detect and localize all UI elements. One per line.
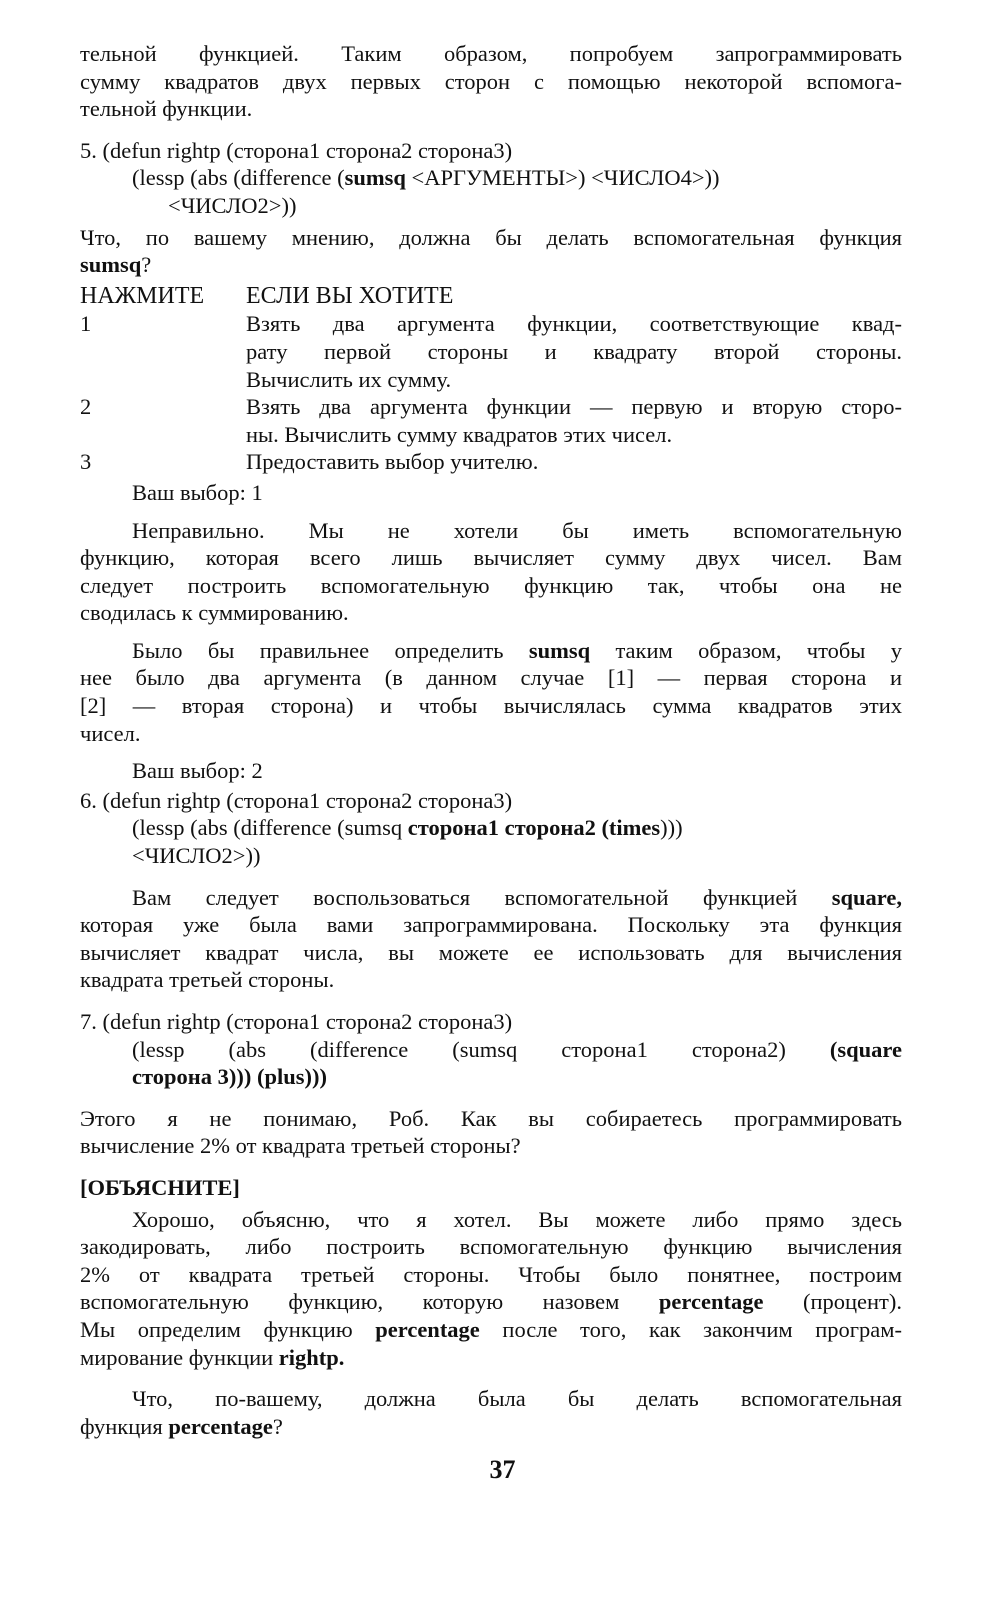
text-line: Этого я не понимаю, Роб. Как вы собираетесь программировать <box>80 1105 902 1131</box>
text-line: тельной функцией. Таким образом, попробуем запрограммировать <box>80 41 902 66</box>
text-line: которая уже была вами запрограммирована. Поскольку эта функция <box>80 912 902 938</box>
option-text: рату первой стороны и квадрату второй стороны. <box>246 338 902 364</box>
option-text: ны. Вычислить сумму квадратов этих чисел. <box>246 421 673 447</box>
text-line: Было бы правильнее определить sumsq таким образом, чтобы у <box>132 637 902 663</box>
text-line: sumsq? <box>80 252 152 278</box>
menu-option-3[interactable] <box>80 448 902 476</box>
text-line: Что, по вашему мнению, должна бы делать вспомогательная функция <box>80 224 902 250</box>
text-line: чисел. <box>80 720 141 746</box>
text-line: нее было два аргумента (в данном случае [1] — первая сторона и <box>80 665 902 691</box>
text-line: квадрата третьей стороны. <box>80 967 335 993</box>
square-note <box>80 884 902 994</box>
option-text: Предоставить выбор учителю. <box>246 449 539 475</box>
text-line: Вам следует воспользоваться вспомогательной функцией square, <box>132 884 902 910</box>
text-line: сумму квадратов двух первых сторон с помощью некоторой вспомога- <box>80 68 902 94</box>
text-line: Неправильно. Мы не хотели бы иметь вспомогательную <box>132 517 902 543</box>
option-key: 2 <box>80 394 92 420</box>
text-line: следует построить вспомогательную функцию так, чтобы она не <box>80 572 902 598</box>
menu-options <box>80 310 902 476</box>
text-line: мирование функции rightp. <box>80 1344 345 1370</box>
intro-paragraph <box>80 40 902 123</box>
text-line: закодировать, либо построить вспомогательную функцию вычисления <box>80 1234 902 1260</box>
book-page <box>80 40 902 1440</box>
wrong-feedback <box>80 517 902 627</box>
text-line: 2% от квадрата третьей стороны. Чтобы было понятнее, построим <box>80 1261 902 1287</box>
text-line: Хорошо, объясню, что я хотел. Вы можете либо прямо здесь <box>132 1206 902 1232</box>
text-line: Что, по-вашему, должна была бы делать вспомогательная <box>132 1386 902 1412</box>
code-step-6 <box>80 787 902 870</box>
user-choice-1: Ваш выбор: 1 <box>132 479 263 505</box>
menu-if-label: ЕСЛИ ВЫ ХОТИТЕ <box>246 282 454 309</box>
better-feedback <box>80 637 902 747</box>
code-step-7 <box>80 1008 902 1091</box>
text-line: сводилась к суммированию. <box>80 600 349 626</box>
code-line: 5. (defun rightp (сторона1 сторона2 сторона3) <box>80 137 513 163</box>
text-line: функция percentage? <box>80 1413 283 1439</box>
menu-option-1[interactable] <box>80 310 902 393</box>
text-line: Мы определим функцию percentage после того, как закончим програм- <box>80 1316 902 1342</box>
question-sumsq <box>80 224 902 279</box>
code-line: <ЧИСЛО2>)) <box>132 843 261 869</box>
menu-option-2[interactable] <box>80 393 902 448</box>
explain-heading[interactable]: [ОБЪЯСНИТЕ] <box>80 1174 240 1200</box>
menu-header <box>80 283 902 311</box>
text-line: [2] — вторая сторона) и чтобы вычислялась сумма квадратов этих <box>80 693 902 719</box>
text-line: тельной функции. <box>80 96 253 122</box>
dont-understand <box>80 1105 902 1160</box>
code-line: 6. (defun rightp (сторона1 сторона2 сторона3) <box>80 787 513 813</box>
option-text: Взять два аргумента функции — первую и вторую сторо- <box>246 394 902 420</box>
text-line: вспомогательную функцию, которую назовем percentage (процент). <box>80 1289 902 1315</box>
text-line: вычисление 2% от квадрата третьей стороны? <box>80 1133 521 1159</box>
sumsq-term: sumsq <box>344 165 406 191</box>
code-line: (lessp (abs (difference (sumsq сторона1 сторона2 (times))) <box>132 815 683 841</box>
option-key: 1 <box>80 311 92 337</box>
user-choice-2: Ваш выбор: 2 <box>132 758 263 784</box>
code-line: <ЧИСЛО2>)) <box>168 192 297 218</box>
code-step-5 <box>80 137 902 220</box>
code-line: (lessp (abs (difference (sumsq <АРГУМЕНТЫ>) <ЧИСЛО4>)) <box>132 165 720 191</box>
code-line: сторона 3))) (plus))) <box>132 1064 327 1090</box>
option-text: Взять два аргумента функции, соответствующие квад- <box>246 311 902 337</box>
option-text: Вычислить их сумму. <box>246 366 452 392</box>
code-line: 7. (defun rightp (сторона1 сторона2 сторона3) <box>80 1009 513 1034</box>
menu-press-label: НАЖМИТЕ <box>80 282 205 309</box>
explain-paragraph <box>80 1206 902 1372</box>
question-percentage <box>80 1385 902 1440</box>
option-key: 3 <box>80 449 92 475</box>
text-line: вычисляет квадрат числа, вы можете ее использовать для вычисления <box>80 939 902 965</box>
page-number: 37 <box>489 1455 516 1484</box>
code-line: (lessp (abs (difference (sumsq сторона1 сторона2) (square <box>132 1036 902 1062</box>
text-line: функцию, которая всего лишь вычисляет сумму двух чисел. Вам <box>80 545 902 571</box>
